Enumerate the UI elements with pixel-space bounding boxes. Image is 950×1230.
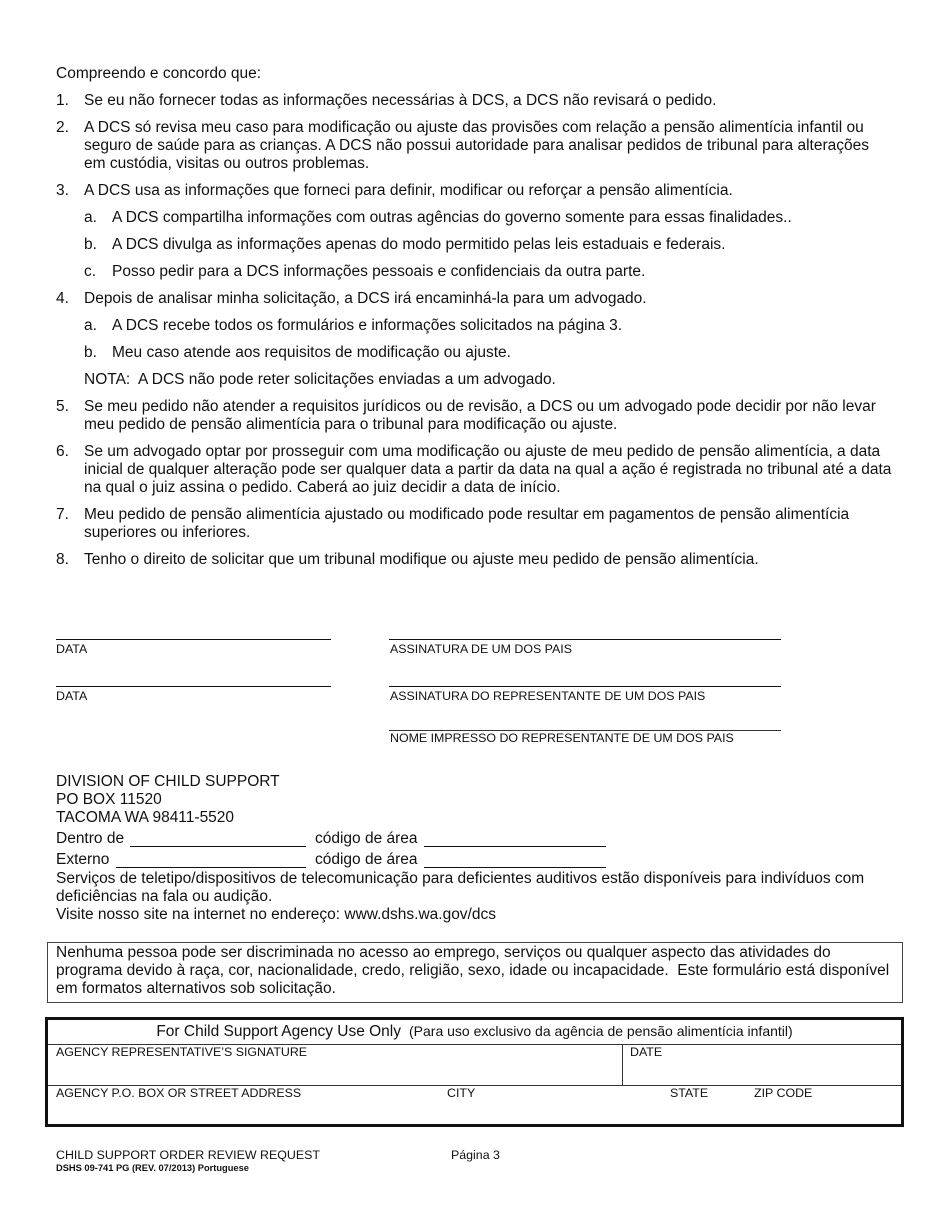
term-item-8 <box>56 551 936 569</box>
website-line: Visite nosso site na internet no endereço: www.dshs.wa.gov/dcs <box>56 906 496 923</box>
tty-notice-line-1: Serviços de teletipo/dispositivos de telecomunicação para deficientes auditivos estão disponíveis para indivíduos com <box>56 870 865 887</box>
agency-city-field[interactable] <box>439 1086 662 1124</box>
representative-signature-label: ASSINATURA DO REPRESENTANTE DE UM DOS PAIS <box>390 689 706 703</box>
term-item-5 <box>56 398 936 434</box>
representative-printed-name-field[interactable] <box>389 704 781 731</box>
agency-name: DIVISION OF CHILD SUPPORT <box>56 773 280 790</box>
subitem-letter: a. <box>84 209 97 226</box>
subitem-letter: a. <box>84 317 97 334</box>
agency-zip-label: ZIP CODE <box>754 1086 813 1100</box>
parent-date-label: DATA <box>56 642 88 656</box>
term-subitem-3b <box>56 236 936 254</box>
representative-date-field[interactable] <box>56 659 331 687</box>
subitem-letter: c. <box>84 263 97 280</box>
term-2-text-line-1: A DCS só revisa meu caso para modificação ou ajuste das provisões com relação a pensão alimentícia infantil ou <box>84 119 864 136</box>
parent-signature-label: ASSINATURA DE UM DOS PAIS <box>390 642 572 656</box>
agency-signature-row <box>48 1044 901 1085</box>
term-number: 2. <box>56 119 69 136</box>
agency-date-field[interactable] <box>622 1045 901 1085</box>
agency-state-label: STATE <box>670 1086 709 1100</box>
page-number: Página 3 <box>451 1148 500 1162</box>
form-id: DSHS 09-741 PG (REV. 07/2013) Portuguese <box>56 1163 249 1173</box>
term-7-text-line-2: superiores ou inferiores. <box>84 524 251 541</box>
external-area-code-field[interactable] <box>424 851 606 868</box>
term-subitem-3c <box>56 263 936 281</box>
agency-address-row <box>48 1085 901 1124</box>
note-text: NOTA: A DCS não pode reter solicitações enviadas a um advogado. <box>84 371 556 388</box>
agency-city-line: TACOMA WA 98411-5520 <box>56 809 235 826</box>
parent-signature-field[interactable] <box>389 612 781 640</box>
term-item-7 <box>56 506 936 542</box>
agency-city-label: CITY <box>447 1086 476 1100</box>
agency-use-header <box>48 1020 901 1044</box>
agency-po-box: PO BOX 11520 <box>56 791 162 808</box>
local-area-code-field[interactable] <box>424 830 606 847</box>
term-1-text: Se eu não fornecer todas as informações necessárias à DCS, a DCS não revisará o pedido. <box>84 92 717 109</box>
subitem-letter: b. <box>84 236 97 253</box>
form-title: CHILD SUPPORT ORDER REVIEW REQUEST <box>56 1148 320 1162</box>
term-number: 5. <box>56 398 69 415</box>
local-phone-field[interactable] <box>130 830 306 847</box>
agency-signature-field[interactable] <box>48 1045 622 1085</box>
representative-signature-field[interactable] <box>389 659 781 687</box>
parent-date-field[interactable] <box>56 612 331 640</box>
term-4a-text: A DCS recebe todos os formulários e informações solicitados na página 3. <box>112 317 623 334</box>
agency-use-box <box>45 1017 904 1127</box>
term-item-4 <box>56 290 936 389</box>
agency-use-title: For Child Support Agency Use Only <box>156 1023 401 1040</box>
term-2-text-line-3: em custódia, visitas ou outros problemas. <box>84 155 370 172</box>
term-3a-text: A DCS compartilha informações com outras agências do governo somente para essas finalidades.. <box>112 209 792 226</box>
term-6-text-line-1: Se um advogado optar por prosseguir com uma modificação ou ajuste de meu pedido de pensão alimentícia, a data <box>84 443 881 460</box>
term-number: 4. <box>56 290 69 307</box>
representative-printed-name-label: NOME IMPRESSO DO REPRESENTANTE DE UM DOS PAIS <box>390 731 734 745</box>
term-4-note <box>56 371 936 389</box>
notice-line-1: Nenhuma pessoa pode ser discriminada no acesso ao emprego, serviços ou qualquer aspecto das atividades do <box>56 944 831 961</box>
term-item-3 <box>56 182 936 281</box>
agency-signature-label: AGENCY REPRESENTATIVE’S SIGNATURE <box>56 1045 308 1059</box>
term-8-text: Tenho o direito de solicitar que um tribunal modifique ou ajuste meu pedido de pensão alimentícia. <box>84 551 759 568</box>
term-subitem-4b <box>56 344 936 362</box>
agency-state-field[interactable] <box>662 1086 746 1124</box>
term-3b-text: A DCS divulga as informações apenas do modo permitido pelas leis estaduais e federais. <box>112 236 726 253</box>
term-3-text: A DCS usa as informações que forneci para definir, modificar ou reforçar a pensão alimentícia. <box>84 182 733 199</box>
term-subitem-3a <box>56 209 936 227</box>
agency-address-label: AGENCY P.O. BOX OR STREET ADDRESS <box>56 1086 302 1100</box>
term-subitem-4a <box>56 317 936 335</box>
term-item-2 <box>56 119 936 173</box>
agency-zip-field[interactable] <box>746 1086 901 1124</box>
term-number: 6. <box>56 443 69 460</box>
nondiscrimination-notice <box>47 942 903 1003</box>
term-item-1 <box>56 92 936 110</box>
terms-intro: Compreendo e concordo que: <box>56 65 262 82</box>
agency-address-field[interactable] <box>48 1086 439 1124</box>
term-2-text-line-2: seguro de saúde para as crianças. A DCS não possui autoridade para analisar pedidos de tribunal para alterações <box>84 137 869 154</box>
tty-notice-line-2: deficiências na fala ou audição. <box>56 888 273 905</box>
subitem-letter: b. <box>84 344 97 361</box>
term-6-text-line-2: inicial de qualquer alteração pode ser qualquer data a partir da data na qual a ação é registrada no tribunal até a data <box>84 461 892 478</box>
term-4-text: Depois de analisar minha solicitação, a DCS irá encaminhá-la para um advogado. <box>84 290 647 307</box>
external-area-code-label: código de área <box>315 851 418 868</box>
term-4b-text: Meu caso atende aos requisitos de modificação ou ajuste. <box>112 344 511 361</box>
local-area-code-label: código de área <box>315 830 418 847</box>
local-phone-label: Dentro de <box>56 830 125 847</box>
agency-use-subtitle: (Para uso exclusivo da agência de pensão alimentícia infantil) <box>409 1023 793 1039</box>
external-phone-label: Externo <box>56 851 110 868</box>
notice-line-3: em formatos alternativos sob solicitação. <box>56 980 336 997</box>
term-number: 8. <box>56 551 69 568</box>
external-phone-field[interactable] <box>116 851 306 868</box>
term-7-text-line-1: Meu pedido de pensão alimentícia ajustado ou modificado pode resultar em pagamentos de pensão alimentícia <box>84 506 850 523</box>
term-6-text-line-3: na qual o juiz assina o pedido. Caberá ao juiz decidir a data de início. <box>84 479 561 496</box>
agency-date-label: DATE <box>630 1045 663 1059</box>
representative-date-label: DATA <box>56 689 88 703</box>
terms-list <box>56 65 936 578</box>
term-5-text-line-2: meu pedido de pensão alimentícia para o tribunal para modificação ou ajuste. <box>84 416 618 433</box>
term-item-6 <box>56 443 936 497</box>
term-number: 7. <box>56 506 69 523</box>
term-3c-text: Posso pedir para a DCS informações pessoais e confidenciais da outra parte. <box>112 263 646 280</box>
term-5-text-line-1: Se meu pedido não atender a requisitos jurídicos ou de revisão, a DCS ou um advogado pode decidir por não levar <box>84 398 876 415</box>
term-number: 3. <box>56 182 69 199</box>
term-number: 1. <box>56 92 69 109</box>
notice-line-2: programa devido à raça, cor, nacionalidade, credo, religião, sexo, idade ou incapacidade. Este formulário está disponível <box>56 962 890 979</box>
